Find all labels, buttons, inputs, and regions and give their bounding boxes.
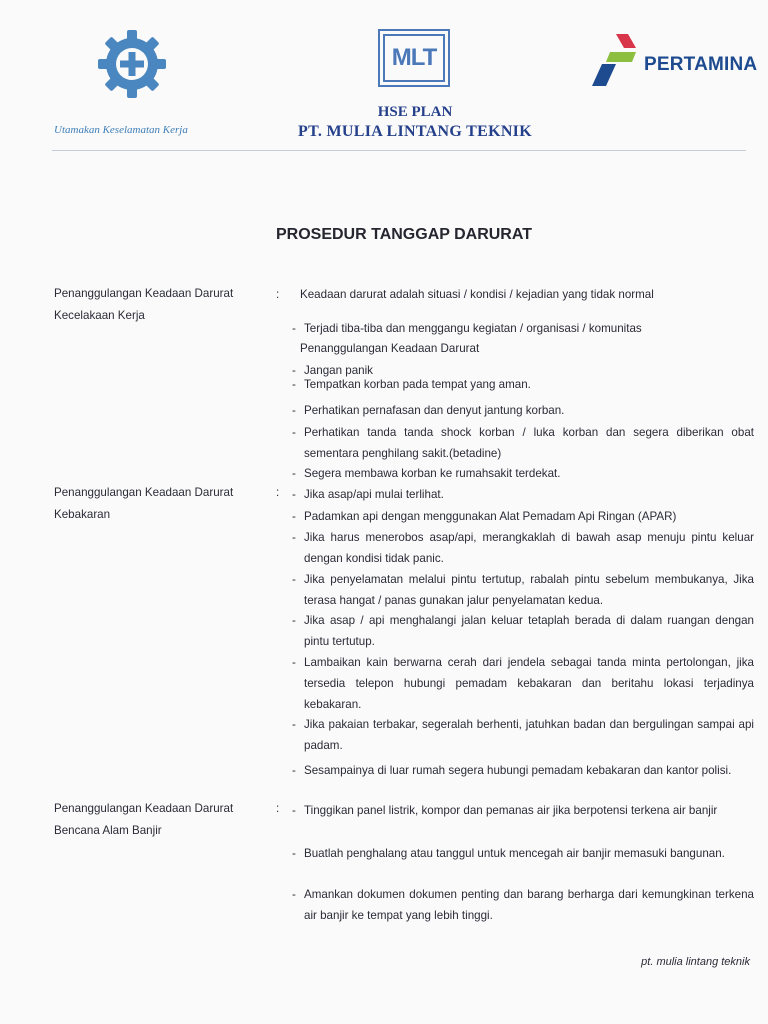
pertamina-mark-icon	[590, 34, 642, 88]
list-item: - Sesampainya di luar rumah segera hubungi pemadam kebakaran dan kantor polisi.	[292, 764, 732, 777]
list-item: - Perhatikan tanda tanda shock korban / luka korban dan segera diberikan obat sementara penghilang sakit.(betadine)	[292, 426, 754, 460]
list-item: - Jika harus menerobos asap/api, merangkaklah di bawah asap menuju pintu keluar dengan kondisi tidak panic.	[292, 531, 754, 565]
list-item: - Terjadi tiba-tiba dan menggangu kegiatan / organisasi / komunitas	[292, 322, 642, 335]
section-label-line: Penanggulangan Keadaan Darurat	[54, 287, 234, 300]
k3-caption: Utamakan Keselamatan Kerja	[54, 124, 188, 136]
list-item: - Padamkan api dengan menggunakan Alat Pemadam Api Ringan (APAR)	[292, 510, 677, 523]
colon: :	[276, 486, 280, 499]
k3-gear-cross-icon	[88, 26, 176, 102]
list-item: - Tempatkan korban pada tempat yang aman.	[292, 378, 531, 391]
list-item: - Jika pakaian terbakar, segeralah berhenti, jatuhkan badan dan bergulingan sampai api padam.	[292, 718, 754, 752]
list-item: - Jika asap / api menghalangi jalan keluar tetaplah berada di dalam ruangan dengan pintu tertutup.	[292, 614, 754, 648]
list-item: - Buatlah penghalang atau tanggul untuk mencegah air banjir memasuki bangunan.	[292, 847, 725, 860]
header-divider	[52, 150, 746, 151]
section-label-kebakaran	[54, 482, 233, 526]
list-item: - Jika penyelamatan melalui pintu tertutup, rabalah pintu sebelum membukanya, Jika terasa hangat / panas gunakan jalur penyelamatan kedua.	[292, 573, 754, 607]
subheading: Penanggulangan Keadaan Darurat	[300, 342, 480, 355]
list-item: - Lambaikan kain berwarna cerah dari jendela sebagai tanda minta pertolongan, jika tersedia telepon hubungi pemadam kebakaran dan beritahu lokasi terjadinya kebakaran.	[292, 656, 754, 711]
header-titles	[230, 103, 600, 142]
list-item: - Perhatikan pernafasan dan denyut jantung korban.	[292, 404, 565, 417]
section-label-kecelakaan	[54, 283, 233, 327]
list-item: - Jangan panik	[292, 364, 373, 377]
list-item: - Segera membawa korban ke rumahsakit terdekat.	[292, 467, 561, 480]
definition-text: Keadaan darurat adalah situasi / kondisi / kejadian yang tidak normal	[300, 288, 654, 301]
pertamina-logo	[590, 34, 758, 88]
section-label-line: Bencana Alam Banjir	[54, 824, 162, 837]
company-name: PT. MULIA LINTANG TEKNIK	[298, 123, 532, 140]
list-item: - Jika asap/api mulai terlihat.	[292, 488, 444, 501]
plan-title: HSE PLAN	[377, 104, 453, 120]
section-label-line: Kecelakaan Kerja	[54, 309, 145, 322]
footer-company: pt. mulia lintang teknik	[641, 956, 750, 968]
section-label-line: Penanggulangan Keadaan Darurat	[54, 802, 234, 815]
mlt-logo	[378, 29, 450, 87]
list-item: - Tinggikan panel listrik, kompor dan pemanas air jika berpotensi terkena air banjir	[292, 804, 718, 817]
document-title: PROSEDUR TANGGAP DARURAT	[275, 226, 532, 243]
section-label-banjir	[54, 798, 233, 842]
section-label-line: Kebakaran	[54, 508, 111, 521]
mlt-logo-text: MLT	[383, 34, 445, 82]
colon: :	[276, 288, 280, 301]
list-item: - Amankan dokumen dokumen penting dan barang berharga dari kemungkinan terkena air banjir ke tempat yang lebih tinggi.	[292, 888, 754, 922]
colon: :	[276, 802, 280, 815]
section-label-line: Penanggulangan Keadaan Darurat	[54, 486, 234, 499]
pertamina-wordmark: PERTAMINA	[644, 54, 758, 75]
